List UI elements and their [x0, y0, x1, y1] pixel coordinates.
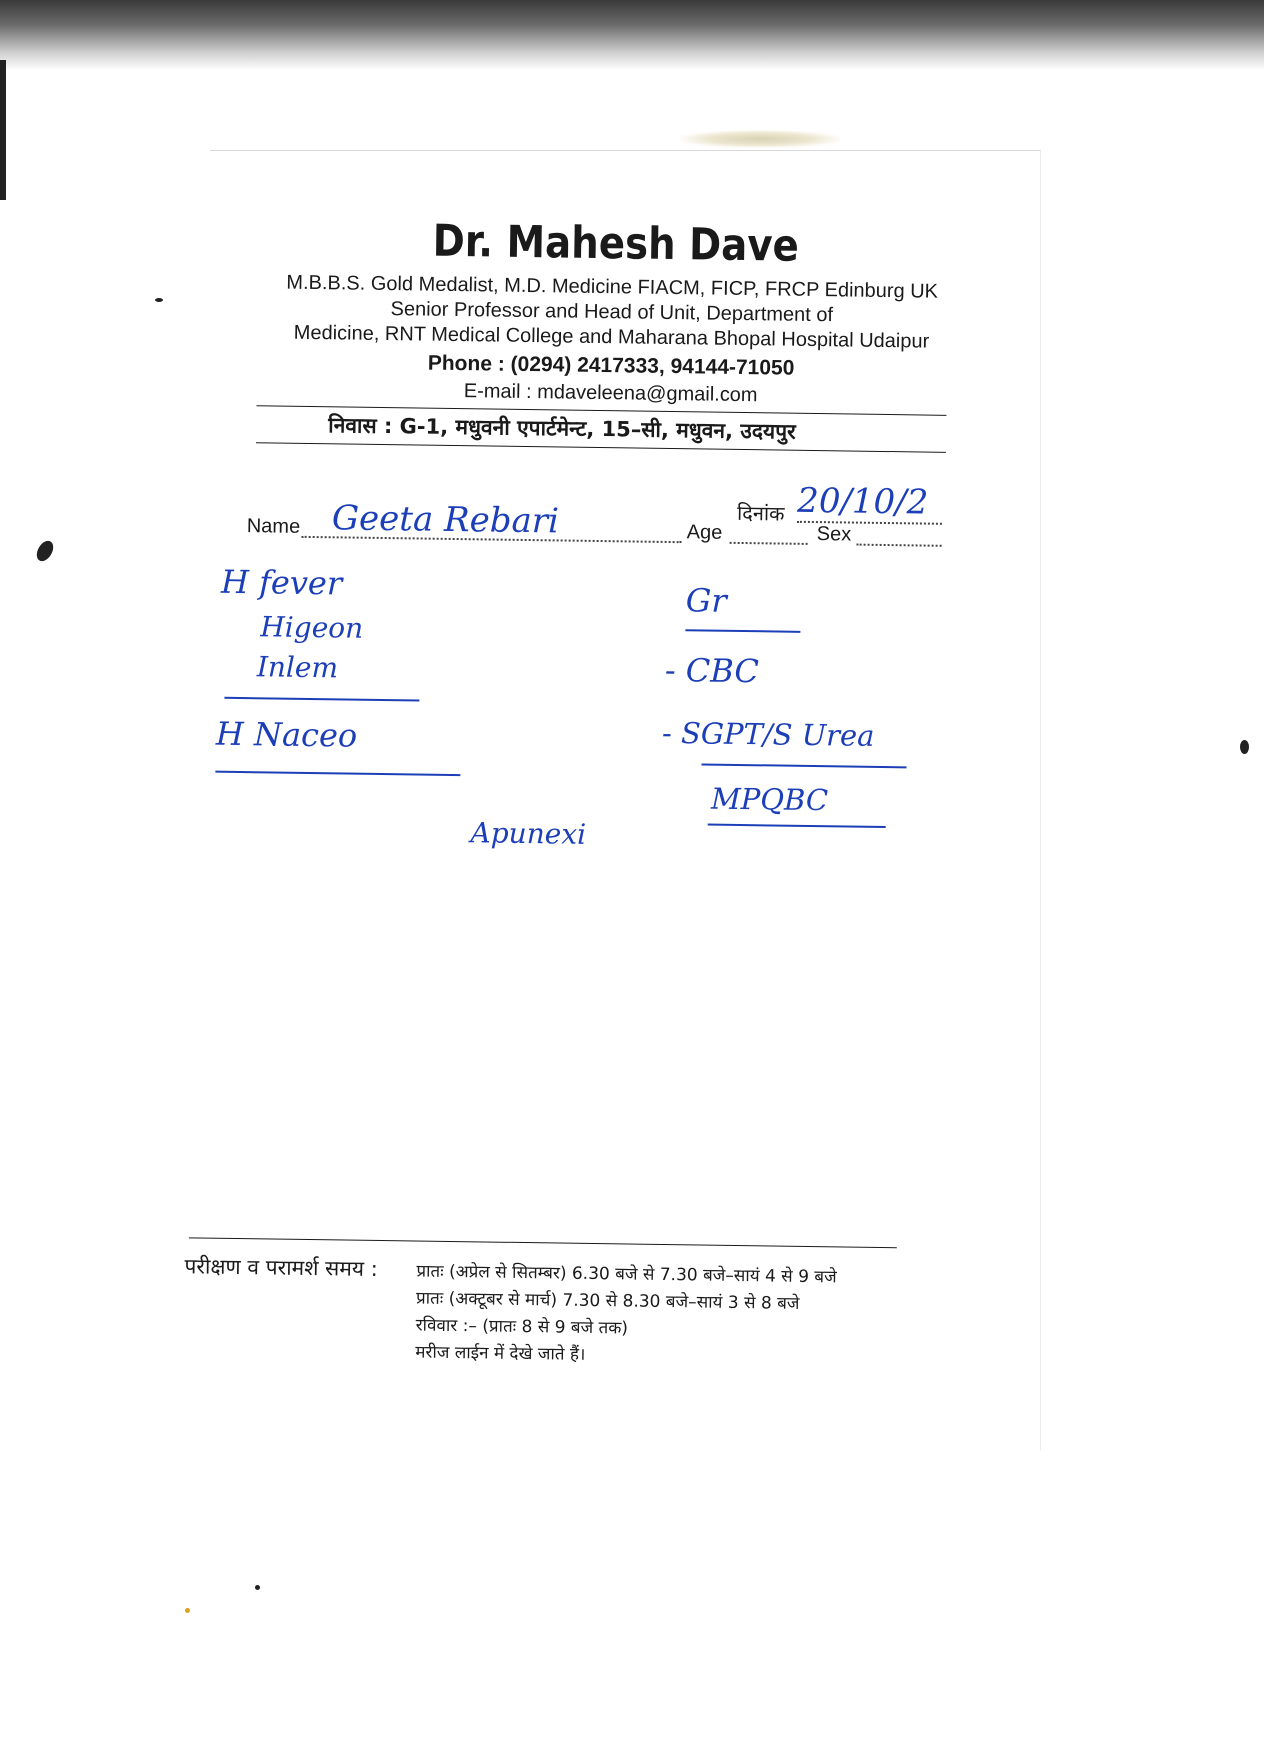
footer-line-3: रविवार :– (प्रातः 8 से 9 बजे तक) — [415, 1315, 629, 1339]
sex-label: Sex — [816, 523, 852, 546]
note-center: Apunexi — [470, 816, 587, 851]
sex-dots — [857, 544, 942, 547]
footer-line-4: मरीज लाईन में देखे जाते हैं। — [415, 1342, 586, 1365]
note-underline — [685, 629, 800, 633]
doctor-name: Dr. Mahesh Dave — [432, 215, 800, 272]
phone: Phone : (0294) 2417333, 94144-71050 — [427, 351, 795, 380]
note-underline — [708, 824, 886, 828]
address: निवास : G-1, मधुवनी एपार्टमेन्ट, 15–सी, मधुवन, उदयपुर — [328, 413, 796, 444]
note-right-3: - SGPT/S Urea — [661, 715, 875, 753]
note-right-1: Gr — [685, 581, 727, 620]
note-underline — [224, 697, 419, 702]
note-right-2: - CBC — [664, 650, 760, 691]
position-line-1: Senior Professor and Head of Unit, Department of — [390, 298, 834, 327]
footer-line-1: प्रातः (अप्रेल से सितम्बर) 6.30 बजे से 7.30 बजे–सायं 4 से 9 बजे — [416, 1261, 837, 1288]
note-left-1: H fever — [220, 562, 343, 603]
position-line-2: Medicine, RNT Medical College and Maharana Bhopal Hospital Udaipur — [293, 321, 930, 353]
email: E-mail : mdaveleena@gmail.com — [463, 380, 758, 407]
note-left-2: Higeon — [260, 610, 364, 645]
footer-rule — [189, 1237, 897, 1248]
name-label: Name — [246, 515, 301, 538]
date-label: दिनांक — [736, 500, 785, 526]
note-underline — [215, 771, 460, 776]
date-value: 20/10/2 — [796, 480, 929, 523]
address-rule-bottom — [256, 442, 946, 453]
age-label: Age — [686, 521, 723, 544]
age-dots — [730, 542, 808, 545]
note-underline — [702, 763, 907, 768]
name-value: Geeta Rebari — [331, 498, 560, 542]
note-right-4: MPQBC — [710, 781, 829, 818]
footer-label: परीक्षण व परामर्श समय : — [184, 1254, 379, 1281]
note-left-4: H Naceo — [215, 714, 358, 755]
note-left-3: Inlem — [256, 650, 339, 685]
footer-line-2: प्रातः (अक्टूबर से मार्च) 7.30 से 8.30 बजे–सायं 3 से 8 बजे — [415, 1288, 800, 1314]
qualifications: M.B.B.S. Gold Medalist, M.D. Medicine FIACM, FICP, FRCP Edinburg UK — [286, 271, 939, 303]
